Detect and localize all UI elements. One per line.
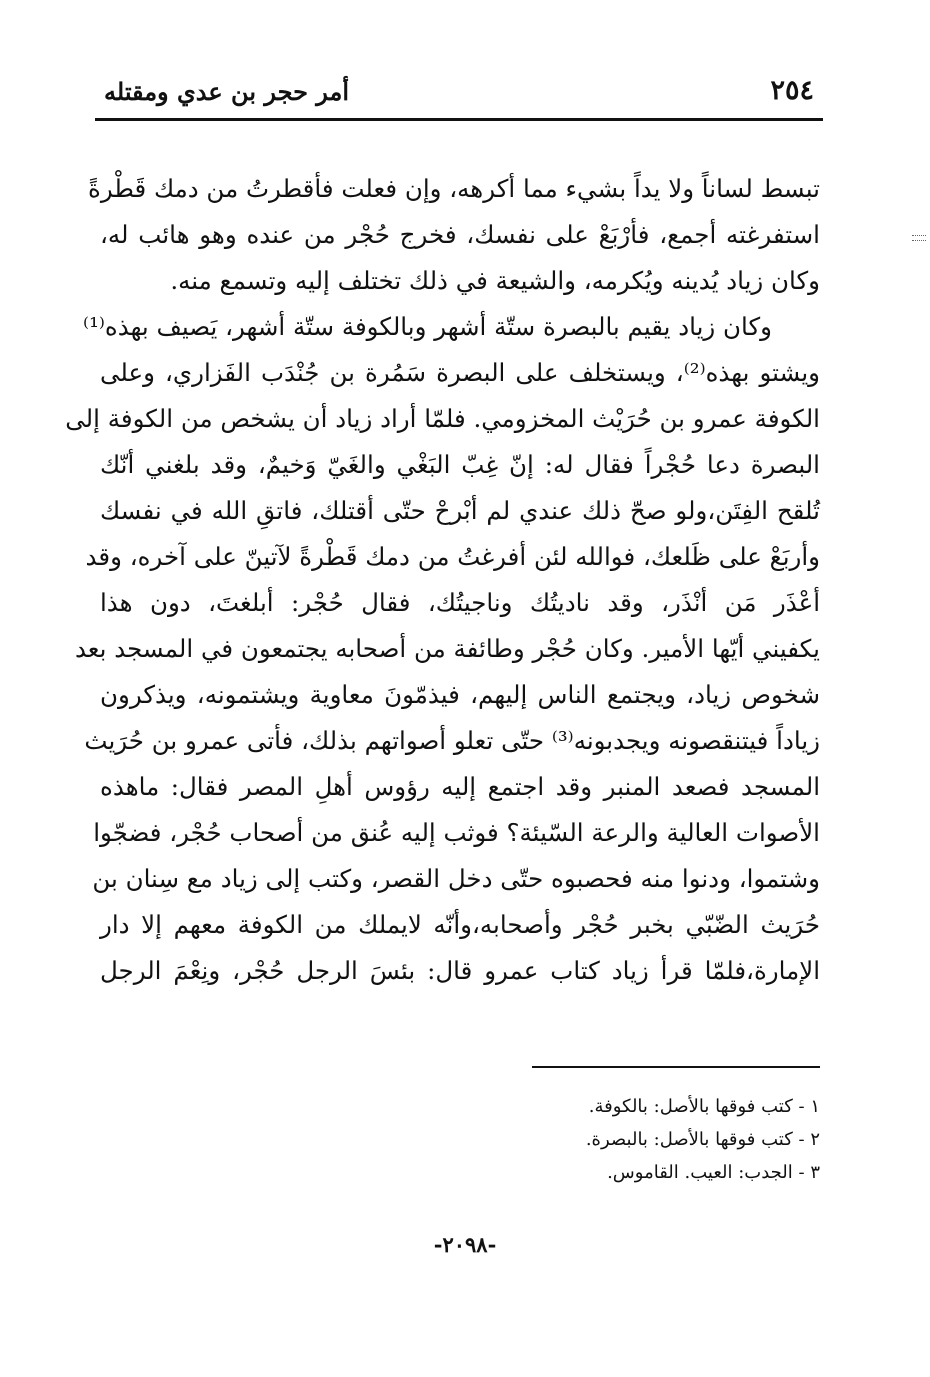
running-title: أمر حجر بن عدي ومقتله xyxy=(104,77,350,106)
text-line: وشتموا، ودنوا منه فحصبوه حتّى دخل القصر، وكتب إلى زياد مع سِنان بن xyxy=(92,864,820,893)
footnotes xyxy=(440,1090,820,1189)
text-line: المسجد فصعد المنبر وقد اجتمع إليه رؤوس أهلِ المصر فقال: ماهذه xyxy=(100,772,820,801)
margin-mark xyxy=(912,235,926,241)
text-line: استفرغته أجمع، فأرْبَعْ على نفسك، فخرج حُجْر من عنده وهو هائب له، xyxy=(100,220,820,249)
text-line: الإمارة،فلمّا قرأ زياد كتاب عمرو قال: بئسَ الرجل حُجْر، ونِعْمَ الرجل xyxy=(100,956,820,985)
text-line: وأربَعْ على ظَلعك، فوالله لئن أفرغتُ من دمك قَطْرةً لآتينّ على آخره، وقد xyxy=(85,542,820,571)
page-header xyxy=(100,70,820,114)
footer-page-number: -٢٠٩٨- xyxy=(433,1232,497,1257)
header-page-number: ٢٥٤ xyxy=(770,75,814,106)
text-line: حُرَيث الضّبّي بخبر حُجْر وأصحابه،وأنّه لايملك من الكوفة معهم إلا دار xyxy=(100,910,820,939)
footnote: ٣ - الجدب: العيب. القاموس. xyxy=(607,1162,820,1183)
header-rule xyxy=(95,118,823,121)
text-line: الكوفة عمرو بن حُرَيْث المخزومي. فلمّا أراد زياد أن يشخص من الكوفة إلى xyxy=(65,404,820,433)
text-line: البصرة دعا حُجْراً فقال له: إنّ غِبّ البَغْي والغَيّ وَخيمٌ، وقد بلغني أنّك xyxy=(100,450,820,479)
text-line: وكان زياد يقيم بالبصرة ستّة أشهر وبالكوفة ستّة أشهر، يَصيف بهذه⁽¹⁾ xyxy=(83,312,772,341)
text-line: زياداً فيتنقصونه ويجدبونه⁽³⁾ حتّى تعلو أصواتهم بذلك، فأتى عمرو بن حُرَيث xyxy=(84,726,820,755)
footnote: ٢ - كتب فوقها بالأصل: بالبصرة. xyxy=(585,1129,820,1150)
footnote-rule xyxy=(532,1066,820,1068)
text-line: يكفيني أيّها الأمير. وكان حُجْر وطائفة من أصحابه يجتمعون في المسجد بعد xyxy=(74,634,820,663)
text-line: أعْذَر مَن أنْذَر، وقد ناديتُك وناجيتُك، فقال حُجْر: أبلغتَ، دون هذا xyxy=(100,588,820,617)
text-line: وكان زياد يُدينه ويُكرمه، والشيعة في ذلك تختلف إليه وتسمع منه. xyxy=(170,266,820,295)
text-line: تُلقح الفِتَن،ولو صحّ ذلك عندي لم أبْرحْ حتّى أقتلك، فاتقِ الله في نفسك xyxy=(100,496,820,525)
text-line: ويشتو بهذه⁽²⁾، ويستخلف على البصرة سَمُرة بن جُنْدَب الفَزاري، وعلى xyxy=(100,358,821,387)
footnote: ١ - كتب فوقها بالأصل: بالكوفة. xyxy=(588,1096,820,1117)
text-line: الأصوات العالية والرعة السّيئة؟ فوثب إليه عُنق من أصحاب حُجْر، فضجّوا xyxy=(93,818,820,847)
text-line: شخوص زياد، ويجتمع الناس إليهم، فيذمّونَ معاوية ويشتمونه، ويذكرون xyxy=(100,680,820,709)
main-text xyxy=(65,166,821,994)
text-line: تبسط لساناً ولا يداً بشيء مما أكرهه، وإن فعلت فأقطرتُ من دمك قَطْرةً xyxy=(88,174,820,203)
